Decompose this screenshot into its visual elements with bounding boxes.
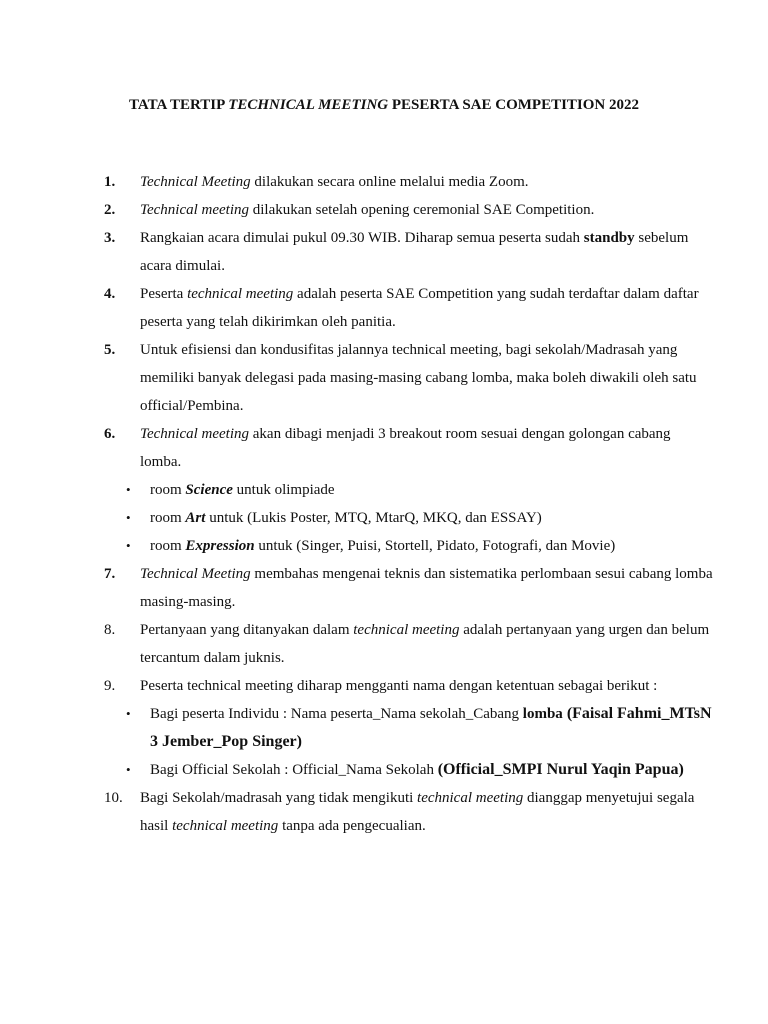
item-text: Rangkaian acara dimulai pukul 09.30 WIB. Diharap semua peserta sudah standby sebelum acara dimulai.	[140, 230, 689, 274]
item-text: Pertanyaan yang ditanyakan dalam technical meeting adalah pertanyaan yang urgen dan belum tercantum dalam juknis.	[140, 622, 710, 666]
item-number: 3.	[104, 230, 116, 246]
list-item-10	[104, 784, 714, 840]
bullet-icon: •	[126, 482, 131, 497]
sublist-rooms	[126, 476, 714, 560]
list-item-4	[104, 280, 714, 336]
sub-item-art: • room Art untuk (Lukis Poster, MTQ, MtarQ, MKQ, dan ESSAY)	[126, 504, 714, 532]
rules-list	[104, 168, 714, 840]
item-text: Technical meeting akan dibagi menjadi 3 breakout room sesuai dengan golongan cabang lomba.	[140, 426, 671, 470]
item-text: Peserta technical meeting diharap mengganti nama dengan ketentuan sebagai berikut :	[140, 678, 658, 694]
list-item-7	[104, 560, 714, 616]
list-item-6	[104, 420, 714, 476]
item-number: 6.	[104, 426, 116, 442]
item-number: 1.	[104, 174, 116, 190]
list-item-3	[104, 224, 714, 280]
item-text: Untuk efisiensi dan kondusifitas jalannya technical meeting, bagi sekolah/Madrasah yang memiliki banyak delegasi pada masing-masing cabang lomba, maka boleh diwakili oleh satu official/Pembina.	[140, 342, 697, 414]
sub-item-expression: • room Expression untuk (Singer, Puisi, Stortell, Pidato, Fotografi, dan Movie)	[126, 532, 714, 560]
item-number: 2.	[104, 202, 116, 218]
item-text: Technical Meeting dilakukan secara online melalui media Zoom.	[140, 174, 529, 190]
sub-item-individu: • Bagi peserta Individu : Nama peserta_Nama sekolah_Cabang lomba (Faisal Fahmi_MTsN 3 Jember_Pop Singer)	[126, 700, 714, 756]
title-part-2: TECHNICAL MEETING	[228, 97, 389, 113]
list-item-1	[104, 168, 714, 196]
sublist-naming	[126, 700, 714, 784]
bullet-icon: •	[126, 510, 131, 525]
item-number: 5.	[104, 342, 116, 358]
list-item-2	[104, 196, 714, 224]
page-title	[0, 91, 768, 119]
item-number: 7.	[104, 566, 116, 582]
item-text: Bagi Sekolah/madrasah yang tidak mengikuti technical meeting dianggap menyetujui segala hasil technical meeting tanpa ada pengecualian.	[140, 790, 695, 834]
list-item-5	[104, 336, 714, 420]
list-item-9	[104, 672, 714, 700]
sub-item-science: • room Science untuk olimpiade	[126, 476, 714, 504]
item-text: Technical meeting dilakukan setelah opening ceremonial SAE Competition.	[140, 202, 595, 218]
list-item-8	[104, 616, 714, 672]
item-number: 9.	[104, 678, 116, 694]
item-text: Peserta technical meeting adalah peserta SAE Competition yang sudah terdaftar dalam daftar peserta yang telah dikirimkan oleh panitia.	[140, 286, 699, 330]
item-number: 4.	[104, 286, 116, 302]
item-number: 8.	[104, 622, 116, 638]
sub-item-official: • Bagi Official Sekolah : Official_Nama Sekolah (Official_SMPI Nurul Yaqin Papua)	[126, 756, 714, 784]
item-number: 10.	[104, 790, 123, 806]
title-part-3: PESERTA SAE COMPETITION 2022	[388, 97, 640, 113]
bullet-icon: •	[126, 762, 131, 777]
item-text: Technical Meeting membahas mengenai teknis dan sistematika perlombaan sesui cabang lomba masing-masing.	[140, 566, 713, 610]
bullet-icon: •	[126, 706, 131, 721]
title-part-1: TATA TERTIP	[128, 97, 229, 113]
bullet-icon: •	[126, 538, 131, 553]
